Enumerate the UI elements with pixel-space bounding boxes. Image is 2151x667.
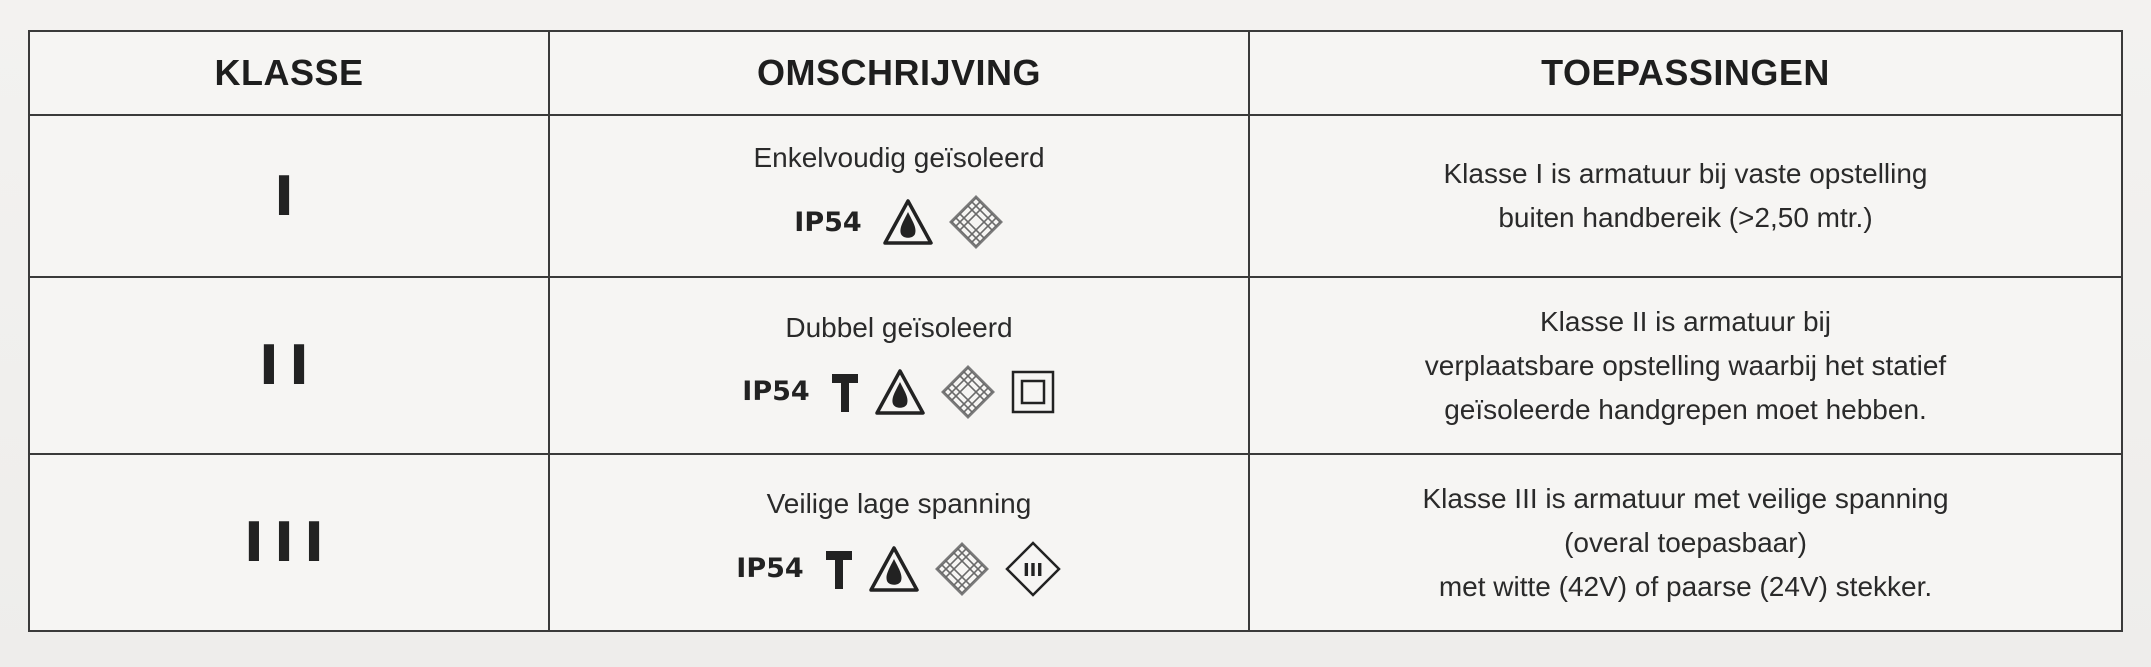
application-line: verplaatsbare opstelling waarbij het statief <box>1424 349 1947 381</box>
luminaire-class-table <box>28 30 2123 632</box>
klasse-value: III <box>243 511 335 574</box>
header-toepassingen: TOEPASSINGEN <box>1249 31 2122 115</box>
omschrijving-cell <box>549 115 1249 277</box>
class-iii-mark: III <box>1022 559 1043 581</box>
mesh-diamond-icon <box>934 541 990 597</box>
omschrijving-cell <box>549 454 1249 631</box>
toepassingen-cell <box>1249 277 2122 454</box>
application-line: met witte (42V) of paarse (24V) stekker. <box>1438 570 1933 602</box>
klasse-cell <box>29 115 549 277</box>
application-line: (overal toepasbaar) <box>1564 526 1807 558</box>
symbol-group <box>550 364 1248 420</box>
warning-triangle-icon <box>874 368 926 416</box>
klasse-cell <box>29 277 549 454</box>
description-text: Enkelvoudig geïsoleerd <box>753 142 1045 173</box>
omschrijving-cell <box>549 277 1249 454</box>
header-row <box>29 31 2122 115</box>
klasse-cell <box>29 454 549 631</box>
application-line: Klasse I is armatuur bij vaste opstelling <box>1443 158 1928 189</box>
toepassingen-cell <box>1249 115 2122 277</box>
description-text: Veilige lage spanning <box>766 487 1032 519</box>
klasse-value: I <box>273 164 305 228</box>
header-klasse: KLASSE <box>29 31 549 115</box>
t-hammer-icon <box>830 370 860 414</box>
mesh-diamond-icon <box>940 364 996 420</box>
warning-triangle-icon <box>868 545 920 593</box>
application-line: buiten handbereik (>2,50 mtr.) <box>1498 202 1873 233</box>
toepassingen-cell <box>1249 454 2122 631</box>
klasse-value: II <box>258 334 320 397</box>
table-row <box>29 277 2122 454</box>
double-square-icon <box>1010 369 1056 415</box>
ip-rating: IP54 <box>736 553 804 584</box>
ip-rating: IP54 <box>794 206 862 238</box>
class-iii-diamond-icon <box>1004 540 1062 598</box>
description-text: Dubbel geïsoleerd <box>785 311 1013 343</box>
table-row <box>29 454 2122 631</box>
application-line: geïsoleerde handgrepen moet hebben. <box>1444 393 1927 425</box>
symbol-group <box>550 540 1248 598</box>
ip-rating: IP54 <box>742 376 810 407</box>
warning-triangle-icon <box>882 198 934 246</box>
header-omschrijving: OMSCHRIJVING <box>549 31 1249 115</box>
table-row <box>29 115 2122 277</box>
mesh-diamond-icon <box>948 194 1004 250</box>
symbol-group <box>550 194 1248 250</box>
application-line: Klasse III is armatuur met veilige spanning <box>1422 482 1949 514</box>
application-line: Klasse II is armatuur bij <box>1540 305 1831 337</box>
t-hammer-icon <box>824 547 854 591</box>
